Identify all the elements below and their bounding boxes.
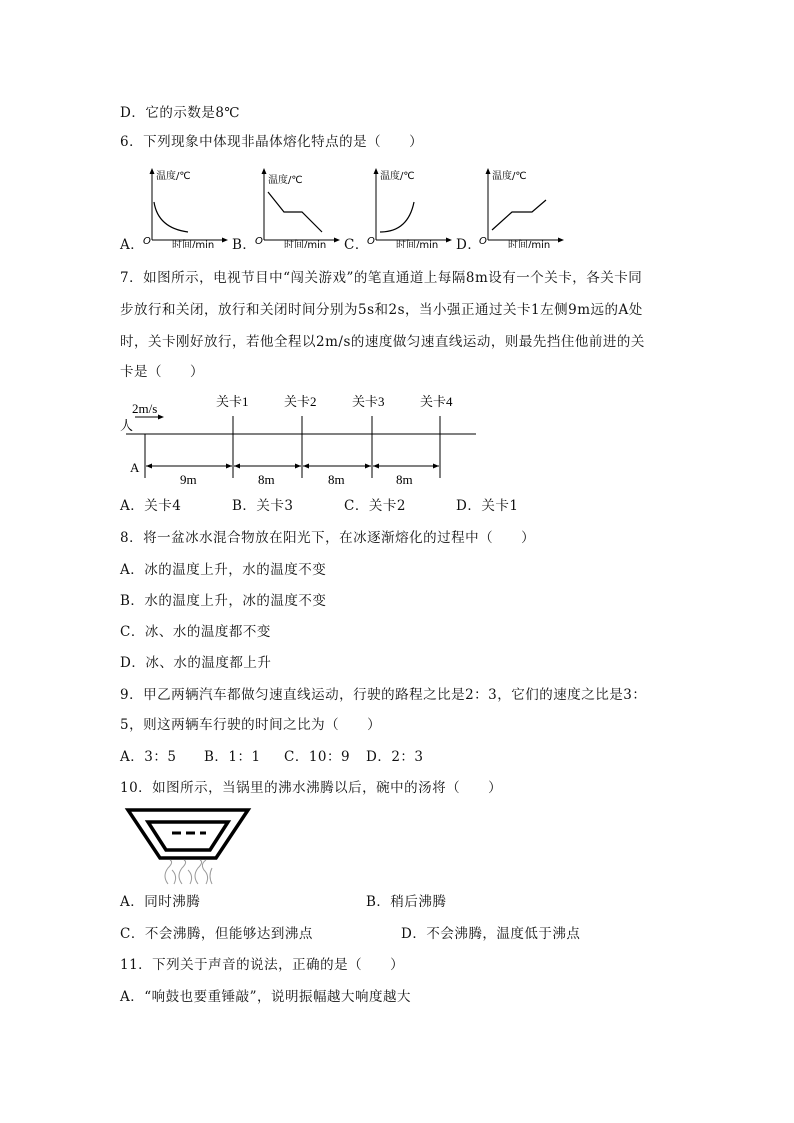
- q7-dist-1-label: 9m: [180, 472, 197, 487]
- q7-line-3: 时，关卡刚好放行，若他全程以2m/s的速度做匀速直线运动，则最先挡住他前进的关: [120, 334, 645, 350]
- q7-line-2: 步放行和关闭，放行和关闭时间分别为5s和2s，当小强正通过关卡1左侧9m远的A处: [120, 302, 643, 318]
- q6-graph-a-origin: O: [143, 236, 151, 247]
- q9-option-c: C．10：9: [284, 749, 351, 765]
- q7-option-d: D．关卡1: [456, 498, 519, 514]
- q6-graph-a-xlabel: 时间/min: [172, 240, 215, 248]
- q11-option-a: A．“响鼓也要重锤敲”，说明振幅越大响度越大: [120, 989, 412, 1005]
- q10-option-c: C．不会沸腾，但能够达到沸点: [120, 926, 313, 942]
- q6-graph-c-xlabel: 时间/min: [396, 240, 439, 248]
- q9-line-1: 9．甲乙两辆汽车都做匀速直线运动，行驶的路程之比是2：3，它们的速度之比是3：: [120, 687, 647, 703]
- q6-graph-c-ylabel: 温度/℃: [380, 171, 415, 182]
- q7-gate-3-label: 关卡3: [352, 394, 385, 409]
- q6-label-a: A．: [120, 237, 145, 253]
- q7-person-label: 人: [120, 418, 134, 433]
- q7-option-a: A．关卡4: [120, 498, 182, 514]
- q9-option-b: B．1：1: [204, 749, 261, 765]
- q6-label-d: D．: [456, 237, 482, 253]
- q7-gate-4-label: 关卡4: [420, 394, 453, 409]
- q10-stem: 10．如图所示，当锅里的沸水沸腾以后，碗中的汤将（ ）: [120, 780, 503, 796]
- q6-graph-b-origin: O: [255, 236, 263, 247]
- q5-option-d: D．它的示数是8℃: [120, 105, 241, 121]
- q11-stem: 11．下列关于声音的说法，正确的是（ ）: [120, 957, 405, 973]
- q8-option-a: A．冰的温度上升，水的温度不变: [120, 562, 327, 578]
- q6-graph-b: [252, 166, 342, 248]
- q7-gate-2-label: 关卡2: [284, 394, 317, 409]
- q7-dist-2-label: 8m: [258, 472, 275, 487]
- q6-graph-a-ylabel: 温度/℃: [156, 171, 191, 182]
- q7-diagram: [118, 388, 488, 488]
- q6-graph-d-xlabel: 时间/min: [508, 240, 551, 248]
- q10-option-a: A．同时沸腾: [120, 894, 201, 910]
- q6-graph-a: [140, 166, 230, 248]
- q6-label-b: B．: [232, 237, 257, 253]
- q7-option-b: B．关卡3: [232, 498, 294, 514]
- q7-gate-1-label: 关卡1: [216, 394, 249, 409]
- q6-graph-b-ylabel: 温度/℃: [268, 175, 303, 186]
- q8-option-c: C．冰、水的温度都不变: [120, 624, 271, 640]
- q6-stem: 6．下列现象中体现非晶体熔化特点的是（ ）: [120, 134, 424, 150]
- q9-option-a: A．3：5: [120, 749, 177, 765]
- q10-option-b: B．稍后沸腾: [366, 894, 447, 910]
- q6-graph-c: [364, 166, 454, 248]
- q9-line-2: 5，则这两辆车行驶的时间之比为（ ）: [120, 717, 382, 733]
- q10-pot-diagram: [122, 806, 254, 886]
- q8-option-d: D．冰、水的温度都上升: [120, 655, 272, 671]
- q6-graph-d-origin: O: [479, 236, 487, 247]
- q6-graph-d-ylabel: 温度/℃: [492, 171, 527, 182]
- q9-option-d: D．2：3: [366, 749, 424, 765]
- q7-point-a-label: A: [130, 460, 140, 475]
- q10-option-d: D．不会沸腾，温度低于沸点: [401, 926, 581, 942]
- q7-speed-label: 2m/s: [132, 401, 158, 416]
- q8-stem: 8．将一盆冰水混合物放在阳光下，在冰逐渐熔化的过程中（ ）: [120, 530, 536, 546]
- q7-option-c: C．关卡2: [344, 498, 406, 514]
- q6-label-c: C．: [344, 237, 369, 253]
- q6-graph-d: [476, 166, 566, 248]
- q7-line-1: 7．如图所示，电视节目中“闯关游戏”的笔直通道上每隔8m设有一个关卡，各关卡同: [120, 270, 643, 286]
- q6-graph-c-origin: O: [367, 236, 375, 247]
- q8-option-b: B．水的温度上升，冰的温度不变: [120, 593, 327, 609]
- q6-graph-b-xlabel: 时间/min: [284, 240, 327, 248]
- q7-line-4: 卡是（ ）: [120, 364, 204, 380]
- q7-dist-3-label: 8m: [328, 472, 345, 487]
- q7-dist-4-label: 8m: [396, 472, 413, 487]
